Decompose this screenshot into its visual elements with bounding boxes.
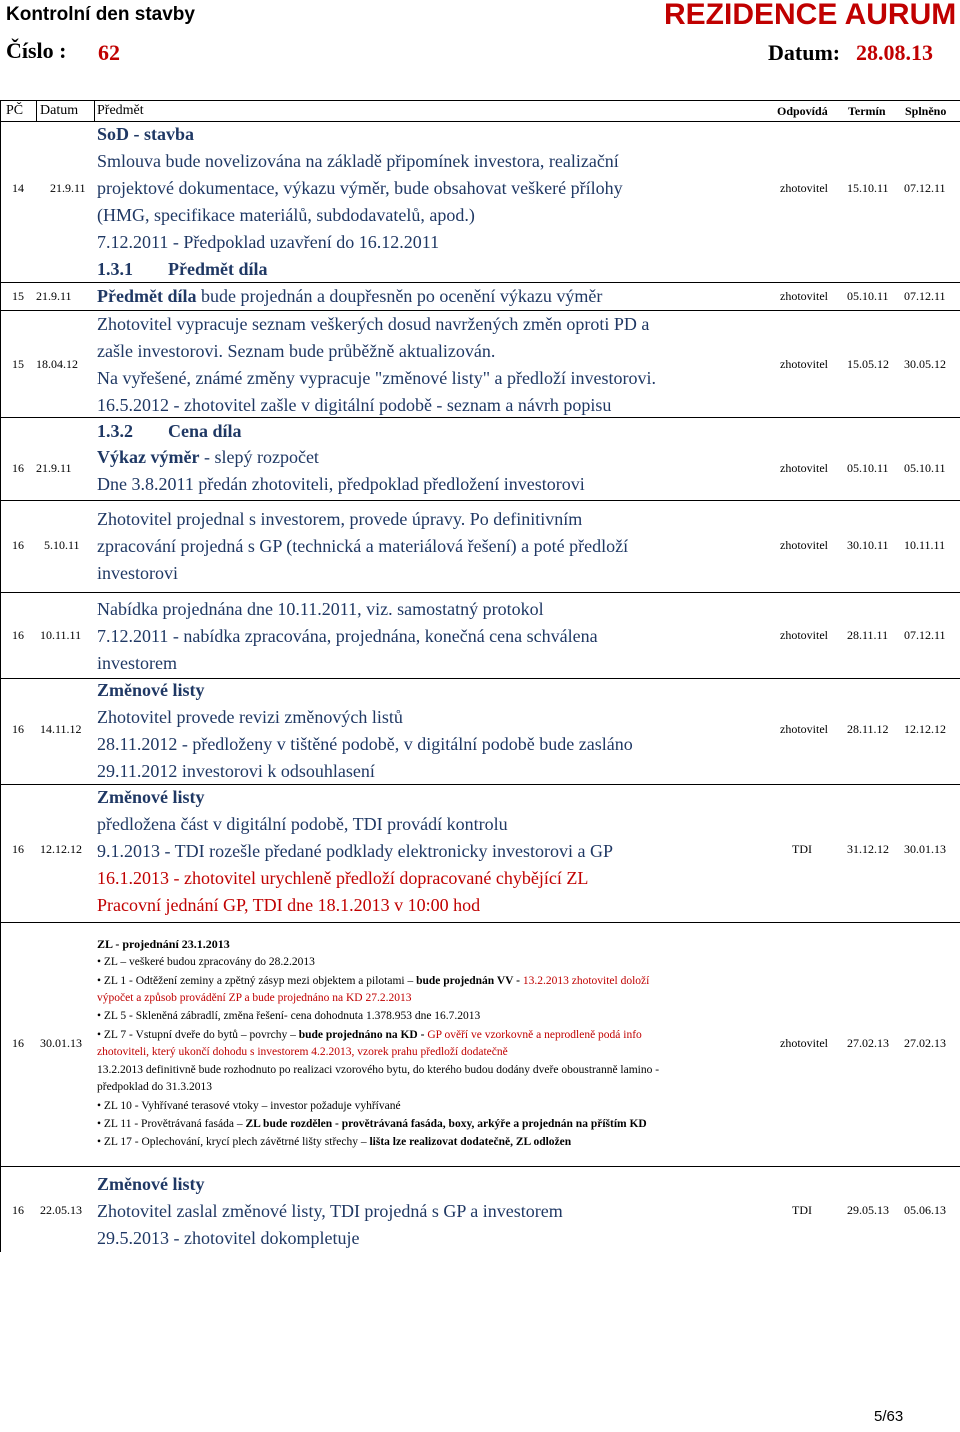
- row-datum: 18.04.12: [36, 357, 78, 371]
- col-header-predmet: Předmět: [97, 103, 144, 118]
- col-header-pc: PČ: [6, 103, 24, 118]
- col-header-termin: Termín: [848, 104, 886, 118]
- row-pc: 14: [12, 181, 24, 195]
- row-text: investorem: [97, 653, 177, 673]
- row-pc: 16: [12, 1036, 24, 1050]
- row-odpovida: zhotovitel: [780, 722, 828, 736]
- row-odpovida: zhotovitel: [780, 357, 828, 371]
- row-text: Pracovní jednání GP, TDI dne 18.1.2013 v 10:00 hod: [97, 895, 481, 915]
- row-text: Výkaz výměr - slepý rozpočet: [97, 447, 319, 467]
- row-heading: Změnové listy: [97, 787, 205, 807]
- row-odpovida: zhotovitel: [780, 628, 828, 642]
- row-text: Zhotovitel provede revizi změnových listů: [97, 707, 403, 727]
- row-splneno: 07.12.11: [904, 628, 946, 642]
- section-number: 1.3.1: [97, 259, 133, 279]
- row-splneno: 30.01.13: [904, 842, 946, 856]
- row-text: Dne 3.8.2011 předán zhotoviteli, předpoklad předložení investorovi: [97, 474, 585, 494]
- row-pc: 16: [12, 842, 24, 856]
- row-datum: 22.05.13: [40, 1203, 82, 1217]
- row-text: zpracování projedná s GP (technická a materiálová řešení) a poté předloží: [97, 536, 629, 556]
- row-text: Zhotovitel zaslal změnové listy, TDI projedná s GP a investorem: [97, 1201, 563, 1221]
- row-termin: 28.11.11: [847, 628, 889, 642]
- row-pc: 16: [12, 1203, 24, 1217]
- row-splneno: 05.06.13: [904, 1203, 946, 1217]
- row-termin: 27.02.13: [847, 1036, 889, 1050]
- row-text: (HMG, specifikace materiálů, subdodavatelů, apod.): [97, 205, 475, 225]
- row-odpovida: zhotovitel: [780, 181, 828, 195]
- row-text: 28.11.2012 - předloženy v tištěné podobě, v digitální podobě bude zasláno: [97, 734, 633, 754]
- row-text: projektové dokumentace, výkazu výměr, bude obsahovat veškeré přílohy: [97, 178, 623, 198]
- row-pc: 16: [12, 461, 24, 475]
- row-splneno: 27.02.13: [904, 1036, 946, 1050]
- row-heading: ZL - projednání 23.1.2013: [97, 937, 230, 951]
- row-text: 29.5.2013 - zhotovitel dokompletuje: [97, 1228, 360, 1248]
- row-text: 16.5.2012 - zhotovitel zašle v digitální podobě - seznam a návrh popisu: [97, 395, 612, 415]
- row-odpovida: TDI: [792, 1203, 812, 1217]
- row-text: 9.1.2013 - TDI rozešle předané podklady elektronicky investorovi a GP: [97, 841, 614, 861]
- row-pc: 16: [12, 538, 24, 552]
- section-title: Předmět díla: [168, 259, 268, 279]
- row-splneno: 07.12.11: [904, 289, 946, 303]
- row-odpovida: zhotovitel: [780, 538, 828, 552]
- row-splneno: 10.11.11: [904, 538, 946, 552]
- row-odpovida: TDI: [792, 842, 812, 856]
- list-item: • ZL 11 - Provětrávaná fasáda – ZL bude rozdělen - provětrávaná fasáda, boxy, arkýře a projednán na příštím KD: [97, 1118, 647, 1130]
- row-datum: 10.11.11: [40, 628, 82, 642]
- row-termin: 31.12.12: [847, 842, 889, 856]
- col-header-splneno: Splněno: [905, 104, 947, 118]
- row-termin: 30.10.11: [847, 538, 889, 552]
- row-pc: 15: [12, 289, 24, 303]
- row-text: Zhotovitel projednal s investorem, provede úpravy. Po definitivním: [97, 509, 583, 529]
- row-text: 29.11.2012 investorovi k odsouhlasení: [97, 761, 375, 781]
- row-pc: 16: [12, 722, 24, 736]
- row-pc: 15: [12, 357, 24, 371]
- list-item: • ZL 10 - Vyhřívané terasové vtoky – investor požaduje vyhřívané: [97, 1100, 401, 1112]
- row-text: 16.1.2013 - zhotovitel urychleně předloží dopracované chybějící ZL: [97, 868, 589, 888]
- row-termin: 28.11.12: [847, 722, 889, 736]
- row-text: Předmět díla bude projednán a doupřesněn po ocenění výkazu výměr: [97, 286, 603, 306]
- cislo-label: Číslo :: [6, 38, 67, 63]
- row-datum: 12.12.12: [40, 842, 82, 856]
- row-text: zašle investorovi. Seznam bude průběžně aktualizován.: [97, 341, 496, 361]
- list-item: • ZL 1 - Odtěžení zeminy a zpětný zásyp mezi objektem a pilotami – bude projednán VV - 13.2.2013 zhotovitel doloží: [97, 975, 650, 987]
- list-item: • ZL 7 - Vstupní dveře do bytů – povrchy – bude projednáno na KD - GP ověří ve vzorkovně a neprodleně podá info: [97, 1029, 642, 1041]
- list-item: • ZL 5 - Skleněná zábradlí, změna řešení- cena dohodnuta 1.378.953 dne 16.7.2013: [97, 1010, 481, 1022]
- section-number: 1.3.2: [97, 421, 133, 441]
- project-brand: REZIDENCE AURUM: [664, 0, 957, 31]
- row-text: investorovi: [97, 563, 178, 583]
- row-heading: SoD - stavba: [97, 124, 195, 144]
- row-datum: 21.9.11: [36, 289, 72, 303]
- page-number: 5/63: [874, 1408, 904, 1425]
- row-datum: 30.01.13: [40, 1036, 82, 1050]
- document-title: Kontrolní den stavby: [6, 4, 195, 25]
- list-item: 13.2.2013 definitivně bude rozhodnuto po realizaci vzorového bytu, do kterého budou dodány dveře oboustranně lamino -: [97, 1064, 660, 1076]
- datum-label: Datum:: [768, 40, 841, 65]
- row-splneno: 30.05.12: [904, 357, 946, 371]
- row-splneno: 07.12.11: [904, 181, 946, 195]
- row-text: předložena část v digitální podobě, TDI provádí kontrolu: [97, 814, 508, 834]
- row-heading: Změnové listy: [97, 680, 205, 700]
- cislo-value: 62: [98, 40, 120, 65]
- datum-value: 28.08.13: [856, 40, 933, 65]
- row-datum: 5.10.11: [44, 538, 80, 552]
- list-item: zhotoviteli, který ukončí dohodu s investorem 4.2.2013, vzorek prahu předloží dodatečně: [97, 1046, 508, 1058]
- row-pc: 16: [12, 628, 24, 642]
- list-item: • ZL – veškeré budou zpracovány do 28.2.2013: [97, 956, 315, 968]
- row-termin: 15.10.11: [847, 181, 889, 195]
- row-odpovida: zhotovitel: [780, 461, 828, 475]
- row-odpovida: zhotovitel: [780, 1036, 828, 1050]
- row-text: Smlouva bude novelizována na základě připomínek investora, realizační: [97, 151, 619, 171]
- row-odpovida: zhotovitel: [780, 289, 828, 303]
- row-splneno: 12.12.12: [904, 722, 946, 736]
- section-title: Cena díla: [168, 421, 242, 441]
- row-termin: 05.10.11: [847, 289, 889, 303]
- list-item: výpočet a způsob provádění ZP a bude projednáno na KD 27.2.2013: [97, 992, 412, 1004]
- col-header-datum: Datum: [40, 103, 79, 118]
- row-text: Nabídka projednána dne 10.11.2011, viz. samostatný protokol: [97, 599, 544, 619]
- row-text: 7.12.2011 - nabídka zpracována, projednána, konečná cena schválena: [97, 626, 598, 646]
- row-text: 7.12.2011 - Předpoklad uzavření do 16.12.2011: [97, 232, 440, 252]
- row-termin: 15.05.12: [847, 357, 889, 371]
- col-header-odpovida: Odpovídá: [777, 104, 828, 118]
- row-datum: 21.9.11: [50, 181, 86, 195]
- row-text: Na vyřešené, známé změny vypracuje "změnové listy" a předloží investorovi.: [97, 368, 656, 388]
- row-datum: 21.9.11: [36, 461, 72, 475]
- row-text: Zhotovitel vypracuje seznam veškerých dosud navržených změn oproti PD a: [97, 314, 650, 334]
- list-item: • ZL 17 - Oplechování, krycí plech závětrné lišty střechy – lišta lze realizovat dodatečně, ZL odložen: [97, 1136, 572, 1148]
- row-splneno: 05.10.11: [904, 461, 946, 475]
- list-item: předpoklad do 31.3.2013: [97, 1081, 212, 1093]
- row-datum: 14.11.12: [40, 722, 82, 736]
- row-termin: 29.05.13: [847, 1203, 889, 1217]
- row-termin: 05.10.11: [847, 461, 889, 475]
- row-heading: Změnové listy: [97, 1174, 205, 1194]
